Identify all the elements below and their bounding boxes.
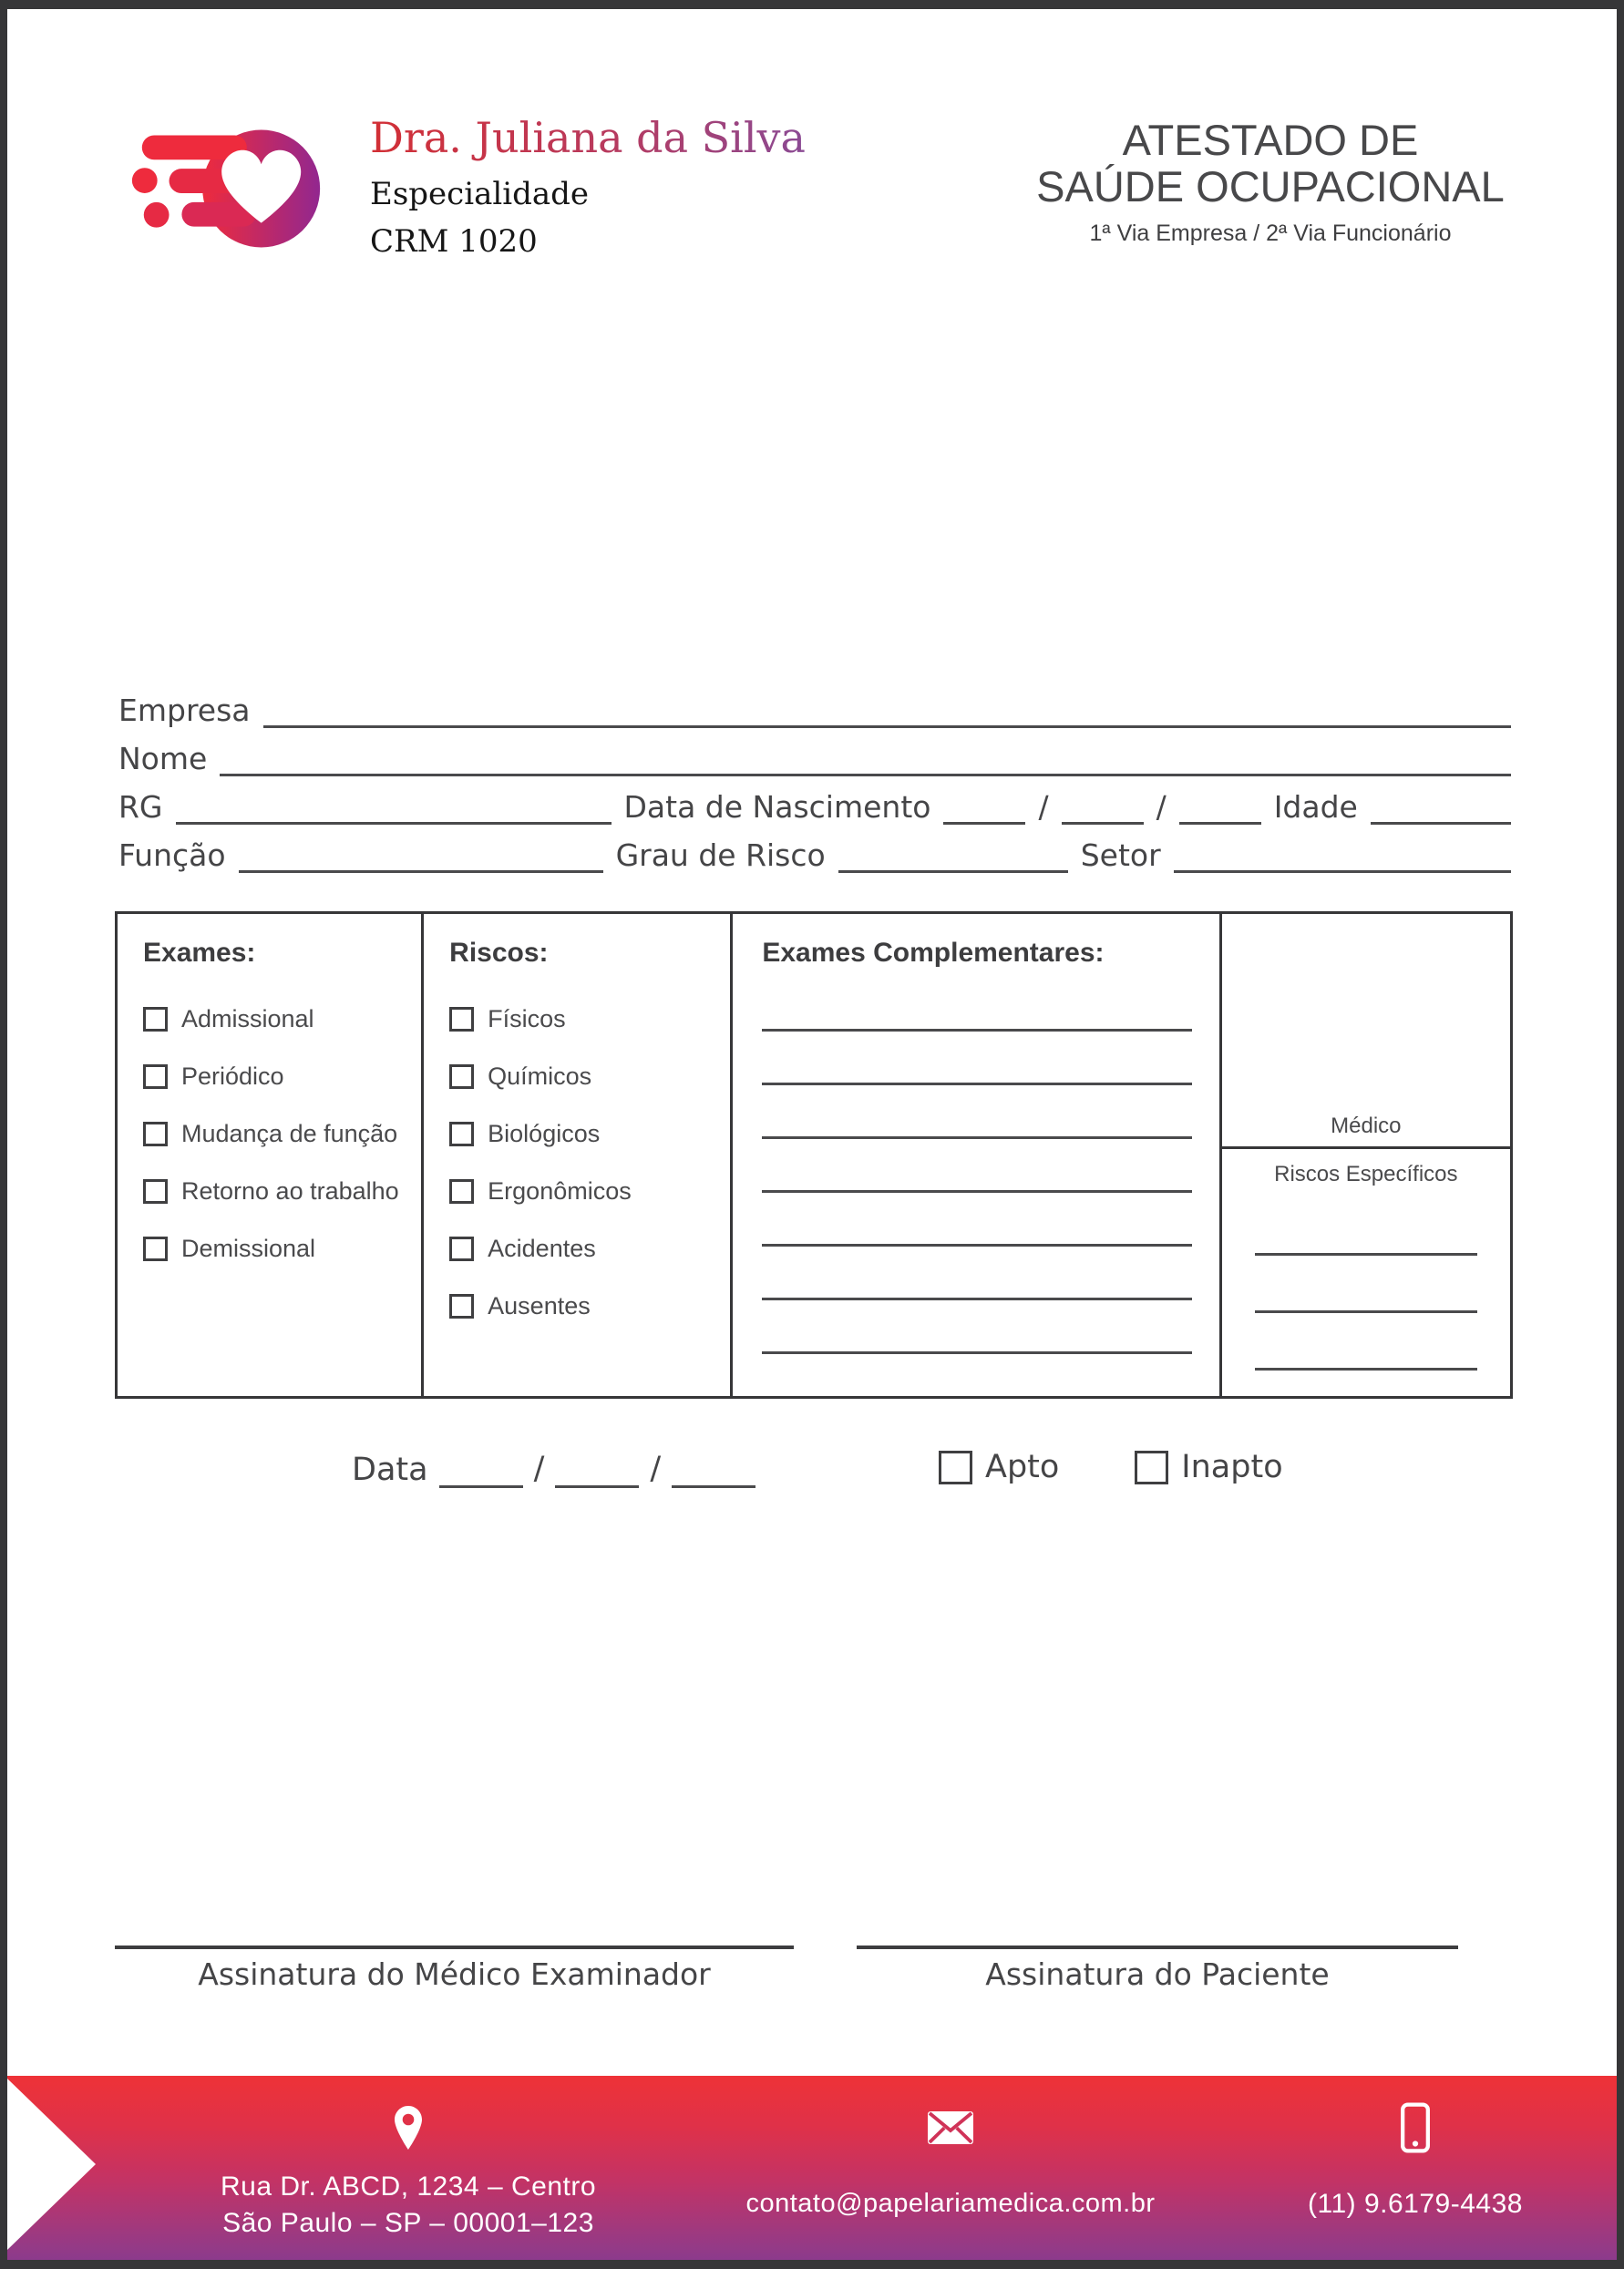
grau-input-line[interactable]: [838, 864, 1068, 873]
riscos-especificos-label: Riscos Específicos: [1274, 1162, 1458, 1186]
exames-column: [118, 914, 424, 1396]
riscos-especificos-lines: [1222, 1253, 1510, 1371]
data-label: Data: [352, 1452, 428, 1488]
date-year-line[interactable]: [672, 1479, 755, 1488]
field-row-rg: [118, 776, 1511, 825]
nascimento-month-line[interactable]: [1062, 816, 1144, 825]
form-paper: [7, 9, 1617, 2260]
inapto-label: Inapto: [1181, 1449, 1283, 1485]
acidentes-checkbox[interactable]: [449, 1237, 474, 1261]
heart-speed-logo-icon: [118, 109, 335, 268]
quimicos-label: Químicos: [488, 1062, 592, 1090]
complementar-input-line[interactable]: [762, 1298, 1191, 1300]
exames-complementares-title: Exames Complementares:: [762, 938, 1105, 968]
ausentes-checkbox[interactable]: [449, 1294, 474, 1319]
nome-input-line[interactable]: [220, 767, 1511, 776]
exames-complementares-column: [733, 914, 1221, 1396]
risco-item: [449, 1235, 721, 1262]
empresa-input-line[interactable]: [263, 719, 1511, 728]
idade-label: Idade: [1273, 789, 1358, 825]
date-row: [352, 1452, 755, 1488]
signature-medico[interactable]: [115, 1946, 794, 1992]
periodico-label: Periódico: [181, 1062, 284, 1090]
medico-column: [1222, 914, 1510, 1396]
address-text: [162, 2169, 654, 2242]
phone-text[interactable]: (11) 9.6179-4438: [1308, 2189, 1523, 2219]
quimicos-checkbox[interactable]: [449, 1064, 474, 1089]
empresa-label: Empresa: [118, 693, 251, 728]
smartphone-icon: [1256, 2100, 1575, 2156]
aptitude-options: [939, 1449, 1283, 1485]
exame-item: [143, 1063, 412, 1090]
fisicos-checkbox[interactable]: [449, 1007, 474, 1032]
demissional-checkbox[interactable]: [143, 1237, 168, 1261]
ergonomicos-checkbox[interactable]: [449, 1179, 474, 1204]
medico-label: Médico: [1331, 1114, 1402, 1138]
periodico-checkbox[interactable]: [143, 1064, 168, 1089]
form-title: [1015, 117, 1526, 247]
field-row-empresa: [118, 680, 1511, 728]
risco-item: [449, 1063, 721, 1090]
chevron-decoration: [7, 2079, 96, 2250]
complementar-input-line[interactable]: [762, 1029, 1191, 1032]
signature-paciente-label: Assinatura do Paciente: [985, 1956, 1330, 1992]
rg-label: RG: [118, 789, 163, 825]
risco-item: [449, 1292, 721, 1319]
complementar-input-line[interactable]: [762, 1244, 1191, 1247]
footer-band: [7, 2076, 1617, 2260]
nascimento-day-line[interactable]: [943, 816, 1025, 825]
doctor-crm: CRM 1020: [370, 222, 538, 260]
address-line-2: São Paulo – SP – 00001–123: [222, 2207, 594, 2238]
riscos-column: [424, 914, 733, 1396]
doctor-info: [370, 115, 806, 260]
title-line-2: SAÚDE OCUPACIONAL: [1036, 162, 1505, 211]
retorno-trabalho-checkbox[interactable]: [143, 1179, 168, 1204]
exame-item: [143, 1177, 412, 1205]
envelope-icon: [654, 2100, 1247, 2156]
riscos-list: [449, 1005, 721, 1319]
doctor-name: Dra. Juliana da Silva: [370, 113, 806, 162]
apto-checkbox[interactable]: [939, 1451, 972, 1484]
risco-especifico-input-line[interactable]: [1255, 1310, 1477, 1313]
ergonomicos-label: Ergonômicos: [488, 1176, 632, 1205]
mudanca-funcao-label: Mudança de função: [181, 1119, 398, 1147]
apto-label: Apto: [985, 1449, 1060, 1485]
exames-list: [143, 1005, 412, 1262]
fisicos-label: Físicos: [488, 1004, 566, 1032]
doctor-specialty: Especialidade: [370, 175, 590, 212]
complementar-input-line[interactable]: [762, 1351, 1191, 1354]
date-slash: /: [650, 1451, 662, 1487]
nascimento-year-line[interactable]: [1179, 816, 1261, 825]
risco-item: [449, 1005, 721, 1032]
signature-paciente[interactable]: [857, 1946, 1458, 1992]
clinic-logo: [118, 109, 335, 268]
setor-input-line[interactable]: [1174, 864, 1511, 873]
mudanca-funcao-checkbox[interactable]: [143, 1122, 168, 1146]
nome-label: Nome: [118, 741, 208, 776]
medico-stamp-area: [1222, 914, 1510, 1149]
exame-item: [143, 1235, 412, 1262]
exam-grid: [115, 911, 1513, 1399]
title-subtitle: 1ª Via Empresa / 2ª Via Funcionário: [1089, 221, 1452, 247]
demissional-label: Demissional: [181, 1234, 316, 1262]
risco-especifico-input-line[interactable]: [1255, 1253, 1477, 1256]
risco-item: [449, 1177, 721, 1205]
admissional-label: Admissional: [181, 1004, 314, 1032]
title-line-1: ATESTADO DE: [1122, 116, 1419, 164]
date-month-line[interactable]: [555, 1479, 639, 1488]
funcao-input-line[interactable]: [239, 864, 603, 873]
grau-label: Grau de Risco: [615, 837, 826, 873]
footer-phone: [1256, 2076, 1575, 2260]
idade-input-line[interactable]: [1371, 816, 1511, 825]
footer-email: [654, 2076, 1247, 2260]
signature-medico-label: Assinatura do Médico Examinador: [198, 1956, 711, 1992]
identification-fields: [118, 680, 1511, 873]
inapto-checkbox[interactable]: [1135, 1451, 1168, 1484]
ausentes-label: Ausentes: [488, 1291, 591, 1319]
setor-label: Setor: [1080, 837, 1161, 873]
acidentes-label: Acidentes: [488, 1234, 596, 1262]
location-pin-icon: [162, 2100, 654, 2156]
date-slash: /: [533, 1451, 545, 1487]
footer-address: [162, 2076, 654, 2260]
rg-input-line[interactable]: [176, 816, 612, 825]
funcao-label: Função: [118, 837, 226, 873]
date-day-line[interactable]: [439, 1479, 523, 1488]
exame-item: [143, 1005, 412, 1032]
biologicos-label: Biológicos: [488, 1119, 601, 1147]
retorno-trabalho-label: Retorno ao trabalho: [181, 1176, 399, 1205]
nascimento-label: Data de Nascimento: [623, 789, 931, 825]
exames-complementares-lines: [762, 1029, 1191, 1354]
risco-especifico-input-line[interactable]: [1255, 1368, 1477, 1371]
exame-item: [143, 1120, 412, 1147]
complementar-input-line[interactable]: [762, 1136, 1191, 1139]
field-row-nome: [118, 728, 1511, 776]
exames-title: Exames:: [143, 938, 256, 968]
risco-item: [449, 1120, 721, 1147]
date-slash: /: [1038, 789, 1049, 825]
field-row-funcao: [118, 825, 1511, 873]
email-text[interactable]: contato@papelariamedica.com.br: [745, 2189, 1156, 2218]
admissional-checkbox[interactable]: [143, 1007, 168, 1032]
riscos-especificos-cell: [1222, 1149, 1510, 1396]
riscos-title: Riscos:: [449, 938, 549, 968]
complementar-input-line[interactable]: [762, 1083, 1191, 1085]
biologicos-checkbox[interactable]: [449, 1122, 474, 1146]
complementar-input-line[interactable]: [762, 1190, 1191, 1193]
address-line-1: Rua Dr. ABCD, 1234 – Centro: [220, 2171, 597, 2202]
date-slash: /: [1156, 789, 1167, 825]
